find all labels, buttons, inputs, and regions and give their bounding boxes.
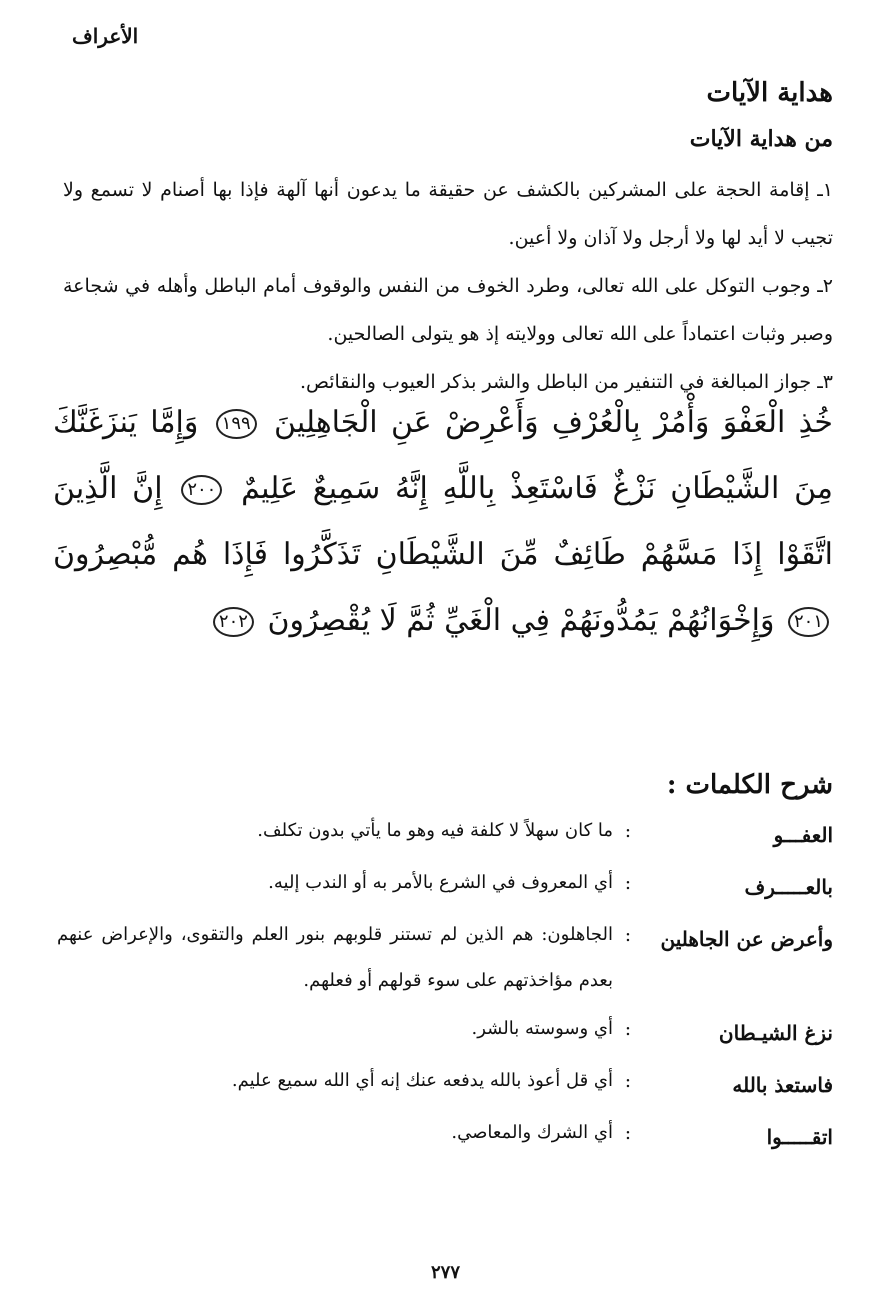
vocabulary-definition: الجاهلون: هم الذين لم تستنر قلوبهم بنور العلم والتقوى، والإعراض عنهم بعدم مؤاخذتهم على سوء قولهم أو فعلهم. [57,924,613,991]
vocabulary-entry [57,808,833,858]
ayah-number-marker: ٢٠٢ [213,607,254,637]
lesson-item: ١ـ إقامة الحجة على المشركين بالكشف عن حقيقة ما يدعون أنها آلهة فإذا بها أصنام لا تسمع ولا تجيب لا أيد لها ولا أرجل ولا آذان ولا أعين. [63,179,833,249]
ayah-number-marker: ٢٠٠ [181,475,222,505]
vocabulary-term: العفـــو [773,823,833,847]
vocabulary-colon: : [624,1070,632,1092]
vocabulary-definition: أي المعروف في الشرع بالأمر به أو الندب إليه. [268,872,613,893]
vocabulary-list [57,808,833,1162]
vocabulary-term: اتقـــــوا [766,1125,833,1149]
vocabulary-term: نزغ الشيـطان [718,1021,833,1045]
lesson-item: ٢ـ وجوب التوكل على الله تعالى، وطرد الخوف من النفس والوقوف أمام الباطل وأهله في شجاعة وصبر وثبات اعتماداً على الله تعالى وولايته إذ هو يتولى الصالحين. [63,275,833,345]
vocabulary-term: فاستعذ بالله [732,1073,833,1097]
vocabulary-entry [57,1006,833,1056]
vocabulary-entry [57,912,833,1004]
vocabulary-entry [57,1110,833,1160]
vocabulary-title: شرح الكلمات : [666,770,833,800]
vocabulary-definition: أي قل أعوذ بالله يدفعه عنك إنه أي الله سميع عليم. [231,1070,613,1091]
vocabulary-definition: أي الشرك والمعاصي. [451,1122,613,1143]
vocabulary-term: بالعـــــرف [744,875,833,899]
page-number: ٢٧٧ [430,1262,460,1283]
vocabulary-colon: : [624,924,632,946]
vocabulary-entry [57,1058,833,1108]
vocabulary-entry [57,860,833,910]
vocabulary-definition: أي وسوسته بالشر. [471,1018,613,1039]
vocabulary-colon: : [624,820,632,842]
verse-text: وَإِخْوَانُهُمْ يَمُدُّونَهُمْ فِي الْغَيِّ ثُمَّ لَا يُقْصِرُونَ [267,603,775,638]
quran-verses-block [53,390,833,654]
lessons-list [63,166,833,406]
vocabulary-term: وأعرض عن الجاهلين [660,927,833,951]
section-title: هداية الآيات [706,78,833,108]
section-subtitle: من هداية الآيات [689,126,833,152]
running-header-surah-name: الأعراف [72,24,139,48]
verse-text: وَإِمَّا يَنزَغَنَّكَ مِنَ الشَّيْطَانِ نَزْغٌ فَاسْتَعِذْ بِاللَّهِ إِنَّهُ سَمِيعٌ عَلِيمٌ [53,405,833,506]
verse-text: خُذِ الْعَفْوَ وَأْمُرْ بِالْعُرْفِ وَأَعْرِضْ عَنِ الْجَاهِلِينَ [274,405,833,440]
vocabulary-colon: : [624,872,632,894]
verse-text: إِنَّ الَّذِينَ اتَّقَوْا إِذَا مَسَّهُمْ طَائِفٌ مِّنَ الشَّيْطَانِ تَذَكَّرُوا فَإِذَا هُم مُّبْصِرُونَ [53,471,833,572]
vocabulary-definition: ما كان سهلاً لا كلفة فيه وهو ما يأتي بدون تكلف. [257,820,613,841]
ayah-number-marker: ٢٠١ [788,607,829,637]
vocabulary-colon: : [624,1122,632,1144]
vocabulary-colon: : [624,1018,632,1040]
ayah-number-marker: ١٩٩ [216,409,257,439]
lesson-item: ٣ـ جواز المبالغة في التنفير من الباطل والشر بذكر العيوب والنقائص. [299,371,833,393]
